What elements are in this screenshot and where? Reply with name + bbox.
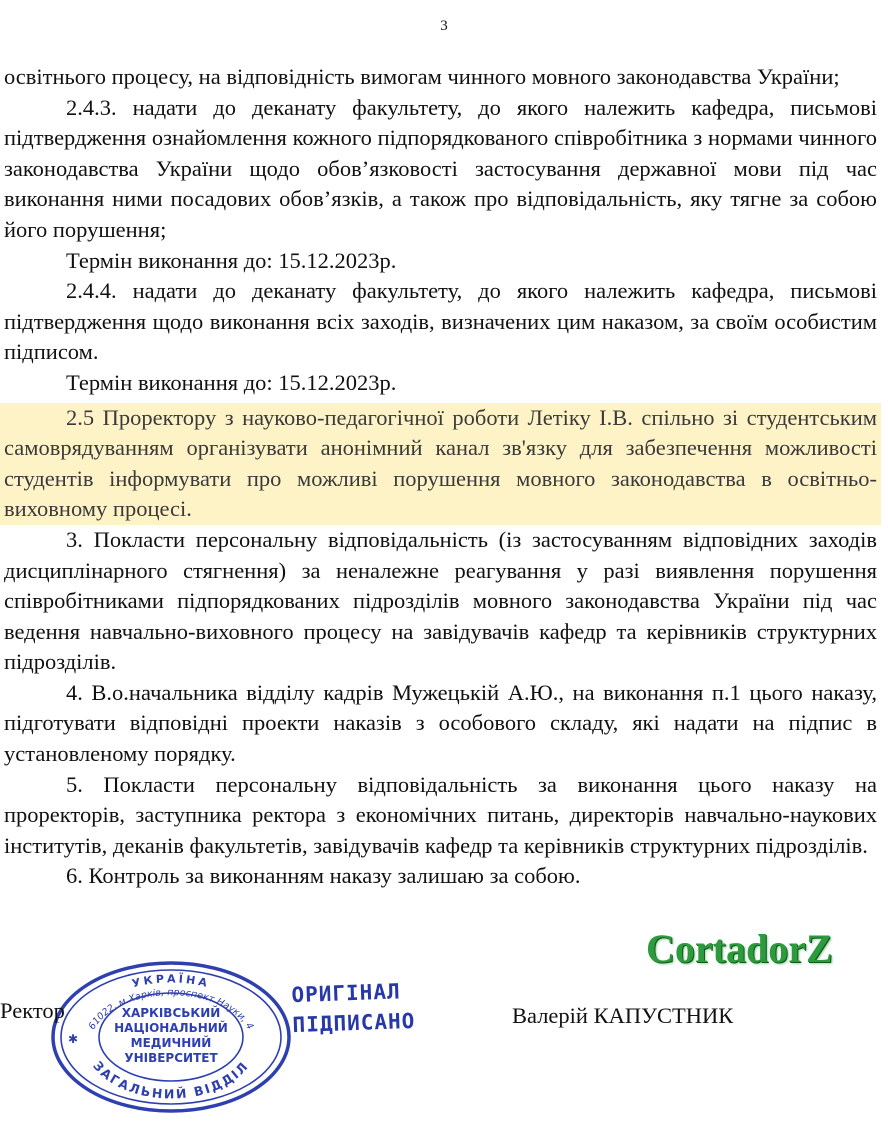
seal-line-2: НАЦІОНАЛЬНИЙ bbox=[114, 1021, 228, 1035]
seal-star-icon: ✱ bbox=[68, 1032, 79, 1046]
paragraph-2-4-4: 2.4.4. надати до деканату факультету, до якого належить кафедра, письмові підтвердження щодо виконання всіх заходів, визначених цим наказом, за своїм особистим підписом. bbox=[4, 278, 877, 365]
paragraph-2-5-highlighted: 2.5 Проректору з науково-педагогічної роботи Летіку І.В. спільно зі студентським самоврядуванням організувати анонімний канал зв'язку для забезпечення можливості студентів інформувати про можливі порушення мовного законодавства в освітньо-виховному процесі. bbox=[0, 403, 881, 525]
seal-department: ЗАГАЛЬНИЙ ВІДДІЛ bbox=[90, 1057, 252, 1102]
paragraph-continuation: освітнього процесу, на відповідність вимогам чинного мовного законодавства України; bbox=[4, 64, 840, 89]
paragraph-2-4-3: 2.4.3. надати до деканату факультету, до якого належить кафедра, письмові підтвердження ознайомлення кожного підпорядкованого співробітника з нормами чинного законодавства України щодо обов’язковості застосування державної мови під час виконання ними посадових обов’язків, а також про відповідальність, яку тягне за собою його порушення; bbox=[4, 94, 877, 242]
paragraph-3: 3. Покласти персональну відповідальність (із застосуванням відповідних заходів дисциплінарного стягнення) за неналежне реагування у разі виявлення порушення співробітниками підпорядкованих підрозділів мовного законодавства України під час ведення навчально-виховного процесу на завідувачів кафедр та керівників структурних підрозділів. bbox=[4, 526, 877, 675]
seal-address: 61022, м.Харків, проспект Науки, 4 bbox=[86, 987, 256, 1032]
original-stamp-line-2: ПІДПИСАНО bbox=[292, 1008, 416, 1038]
original-signed-stamp bbox=[291, 976, 416, 1040]
paragraph-4: 4. В.о.начальника відділу кадрів Мужецькій А.Ю., на виконання п.1 цього наказу, підготувати відповідні проекти наказів з особового складу, які надати на підпис в установленому порядку. bbox=[4, 679, 877, 767]
university-seal bbox=[46, 955, 296, 1115]
seal-line-3: МЕДИЧНИЙ bbox=[130, 1036, 212, 1050]
watermark-text: CortadorZ bbox=[646, 926, 833, 971]
paragraph-5: 5. Покласти персональну відповідальність за виконання цього наказу на проректорів, заступника ректора з економічних питань, директорів навчально-наукових інститутів, деканів факультетів, завідувачів кафедр та керівників структурних підрозділів. bbox=[4, 771, 877, 858]
document-body bbox=[4, 62, 877, 892]
seal-line-4: УНІВЕРСИТЕТ bbox=[124, 1051, 218, 1065]
deadline-line: Термін виконання до: 15.12.2023р. bbox=[66, 247, 397, 273]
deadline-line: Термін виконання до: 15.12.2023р. bbox=[66, 369, 397, 395]
original-stamp-line-1: ОРИГІНАЛ bbox=[291, 979, 402, 1008]
signatory-name: Валерій КАПУСТНИК bbox=[512, 1003, 734, 1028]
page-number: 3 bbox=[440, 18, 448, 34]
signatory-role: Ректор bbox=[0, 998, 65, 1023]
seal-country: УКРАЇНА bbox=[130, 972, 212, 991]
seal-line-1: ХАРКІВСЬКИЙ bbox=[121, 1006, 221, 1020]
paragraph-6: 6. Контроль за виконанням наказу залишаю за собою. bbox=[66, 863, 581, 889]
